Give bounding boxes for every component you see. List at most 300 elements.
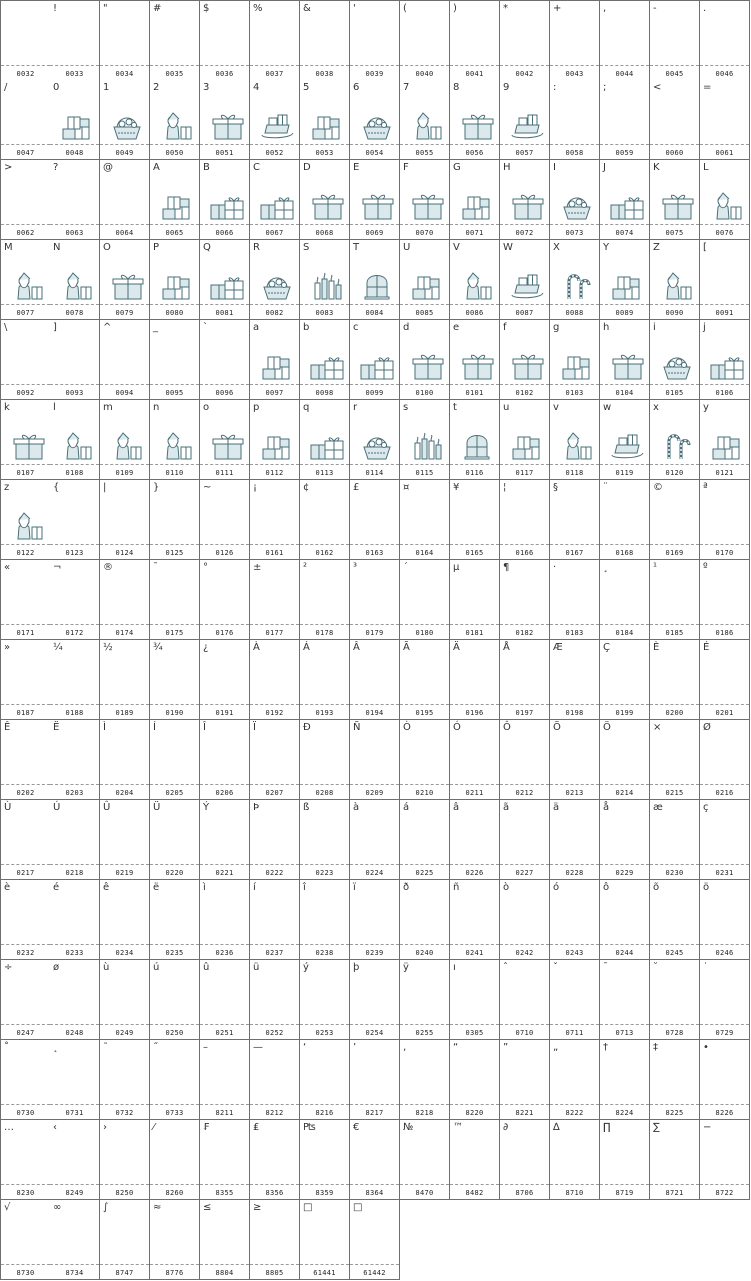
glyph-character: ‘	[303, 1042, 307, 1053]
glyph-code: 0161	[265, 549, 284, 557]
glyph-cell	[400, 160, 450, 240]
glyph-code: 0087	[515, 309, 534, 317]
glyph-cell	[200, 1200, 250, 1280]
glyph-character: 1	[103, 82, 110, 93]
glyph-cell	[200, 480, 250, 560]
glyph-code: 0084	[365, 309, 384, 317]
baseline-divider	[450, 1024, 499, 1025]
glyph-cell	[300, 720, 350, 800]
glyph-character: ₣	[203, 1122, 210, 1133]
baseline-divider	[200, 1024, 249, 1025]
baseline-divider	[550, 864, 599, 865]
glyph-cell	[350, 320, 400, 400]
glyph-code: 0217	[16, 869, 35, 877]
santa-gifts-icon	[10, 271, 46, 301]
glyph-code: 0228	[565, 869, 584, 877]
santa-gifts-icon	[109, 431, 145, 461]
baseline-divider	[1, 304, 50, 305]
glyph-character: “	[453, 1042, 459, 1053]
glyph-code: 0184	[615, 629, 634, 637]
glyph-cell	[250, 160, 300, 240]
glyph-code: 61441	[313, 1269, 336, 1277]
glyph-cell	[100, 880, 150, 960]
baseline-divider	[400, 1024, 449, 1025]
baseline-divider	[50, 304, 99, 305]
glyph-code: 61442	[363, 1269, 386, 1277]
santa-gifts-icon	[10, 511, 46, 541]
baseline-divider	[100, 1104, 149, 1105]
glyph-code: 0213	[565, 789, 584, 797]
baseline-divider	[650, 944, 699, 945]
glyph-character: ²	[303, 562, 308, 573]
glyph-code: 0163	[365, 549, 384, 557]
glyph-cell	[350, 640, 400, 720]
glyph-cell	[100, 160, 150, 240]
glyph-code: 0166	[515, 549, 534, 557]
glyph-code: 0117	[515, 469, 534, 477]
baseline-divider	[250, 1024, 299, 1025]
glyph-code: 0060	[665, 149, 684, 157]
glyph-cell	[550, 320, 600, 400]
glyph-character: Ë	[53, 722, 60, 733]
glyph-code: 8355	[215, 1189, 234, 1197]
glyph-cell	[550, 400, 600, 480]
glyph-character: □	[353, 1202, 363, 1213]
glyph-cell	[200, 1120, 250, 1200]
baseline-divider	[450, 1184, 499, 1185]
glyph-code: 8356	[265, 1189, 284, 1197]
glyph-cell	[600, 800, 650, 880]
glyph-character: ™	[453, 1122, 463, 1133]
glyph-cell	[300, 1040, 350, 1120]
glyph-character: t	[453, 402, 457, 413]
glyph-character: ¢	[303, 482, 310, 493]
glyph-character: q	[303, 402, 310, 413]
glyph-code: 0105	[665, 389, 684, 397]
glyph-cell	[500, 800, 550, 880]
glyph-character: )	[453, 3, 457, 14]
baseline-divider	[400, 464, 449, 465]
baseline-divider	[50, 864, 99, 865]
glyph-code: 0118	[565, 469, 584, 477]
glyph-code: 0035	[165, 70, 184, 78]
glyph-cell	[700, 480, 750, 560]
glyph-cell	[550, 1040, 600, 1120]
glyph-character: …	[4, 1122, 14, 1133]
glyph-character: õ	[653, 882, 660, 893]
glyph-cell	[650, 80, 700, 160]
glyph-code: 0091	[715, 309, 734, 317]
baseline-divider	[350, 1104, 399, 1105]
glyph-character: ¯	[153, 562, 158, 573]
glyph-cell	[300, 320, 350, 400]
glyph-cell	[300, 480, 350, 560]
baseline-divider	[650, 65, 699, 66]
glyph-cell	[600, 1040, 650, 1120]
gift-pile-icon	[709, 431, 745, 461]
glyph-character: y	[703, 402, 709, 413]
glyph-character: „	[553, 1042, 559, 1053]
glyph-cell	[300, 960, 350, 1040]
glyph-cell	[450, 640, 500, 720]
glyph-code: 0210	[415, 789, 434, 797]
glyph-cell	[700, 1120, 750, 1200]
gift-boxes-icon	[359, 351, 395, 381]
gift-box-icon	[509, 191, 545, 221]
glyph-character: ∂	[503, 1122, 509, 1133]
glyph-cell	[300, 880, 350, 960]
glyph-code: 0254	[365, 1029, 384, 1037]
glyph-character: {	[53, 482, 60, 493]
sleigh-gifts-icon	[509, 271, 545, 301]
glyph-character: =	[703, 82, 712, 93]
glyph-code: 0093	[65, 389, 84, 397]
baseline-divider	[450, 1104, 499, 1105]
candy-cane-icon	[559, 271, 595, 301]
baseline-divider	[700, 1184, 749, 1185]
glyph-code: 0733	[165, 1109, 184, 1117]
glyph-cell	[600, 960, 650, 1040]
glyph-code: 0305	[465, 1029, 484, 1037]
baseline-divider	[450, 304, 499, 305]
baseline-divider	[550, 1024, 599, 1025]
baseline-divider	[450, 544, 499, 545]
glyph-character: Y	[603, 242, 610, 253]
glyph-character: G	[453, 162, 461, 173]
glyph-cell	[450, 1040, 500, 1120]
glyph-cell	[550, 880, 600, 960]
glyph-character: ÿ	[403, 962, 409, 973]
glyph-cell	[700, 960, 750, 1040]
baseline-divider	[300, 464, 349, 465]
gift-box-icon	[459, 351, 495, 381]
baseline-divider	[300, 864, 349, 865]
baseline-divider	[700, 784, 749, 785]
glyph-cell	[50, 1040, 100, 1120]
glyph-cell	[650, 640, 700, 720]
baseline-divider	[250, 624, 299, 625]
baseline-divider	[350, 464, 399, 465]
glyph-character: ñ	[453, 882, 460, 893]
glyph-cell	[150, 400, 200, 480]
glyph-cell	[200, 560, 250, 640]
baseline-divider	[700, 65, 749, 66]
glyph-cell	[400, 800, 450, 880]
glyph-cell	[150, 480, 200, 560]
glyph-cell	[0, 960, 51, 1040]
baseline-divider	[200, 384, 249, 385]
gift-pile-icon	[509, 431, 545, 461]
glyph-character: û	[203, 962, 210, 973]
glyph-code: 0181	[465, 629, 484, 637]
glyph-code: 0114	[365, 469, 384, 477]
glyph-character: z	[4, 482, 10, 493]
glyph-character: þ	[353, 962, 360, 973]
glyph-code: 8710	[565, 1189, 584, 1197]
glyph-character: ¼	[53, 642, 63, 653]
glyph-character: √	[4, 1202, 11, 1213]
glyph-cell	[450, 720, 500, 800]
baseline-divider	[550, 144, 599, 145]
glyph-character: ý	[303, 962, 309, 973]
baseline-divider	[650, 464, 699, 465]
glyph-cell	[500, 960, 550, 1040]
glyph-cell	[50, 640, 100, 720]
glyph-cell	[600, 560, 650, 640]
glyph-cell	[650, 320, 700, 400]
baseline-divider	[650, 1184, 699, 1185]
glyph-code: 0036	[215, 70, 234, 78]
glyph-cell	[400, 240, 450, 320]
glyph-code: 0057	[515, 149, 534, 157]
baseline-divider	[50, 1184, 99, 1185]
baseline-divider	[1, 1264, 50, 1265]
baseline-divider	[700, 944, 749, 945]
glyph-character: Ï	[253, 722, 256, 733]
glyph-cell	[0, 560, 51, 640]
glyph-code: 0110	[165, 469, 184, 477]
glyph-cell	[700, 160, 750, 240]
baseline-divider	[650, 224, 699, 225]
glyph-code: 0728	[665, 1029, 684, 1037]
baseline-divider	[300, 1264, 349, 1265]
baseline-divider	[300, 1024, 349, 1025]
glyph-character: k	[4, 402, 10, 413]
glyph-cell	[550, 0, 600, 81]
glyph-character: I	[553, 162, 556, 173]
glyph-character: ‚	[403, 1042, 407, 1053]
glyph-cell	[600, 400, 650, 480]
glyph-cell	[100, 640, 150, 720]
baseline-divider	[700, 624, 749, 625]
baseline-divider	[250, 1184, 299, 1185]
glyph-character: Ä	[453, 642, 460, 653]
baseline-divider	[150, 784, 199, 785]
glyph-code: 0115	[415, 469, 434, 477]
baseline-divider	[350, 624, 399, 625]
glyph-cell	[150, 80, 200, 160]
glyph-code: 0710	[515, 1029, 534, 1037]
glyph-code: 8805	[265, 1269, 284, 1277]
baseline-divider	[1, 1024, 50, 1025]
glyph-code: 0241	[465, 949, 484, 957]
glyph-cell	[500, 1040, 550, 1120]
glyph-code: 8721	[665, 1189, 684, 1197]
glyph-character: ¤	[403, 482, 410, 493]
glyph-character: ë	[153, 882, 160, 893]
baseline-divider	[300, 704, 349, 705]
glyph-character: ö	[703, 882, 710, 893]
glyph-character: □	[303, 1202, 313, 1213]
baseline-divider	[650, 704, 699, 705]
glyph-cell	[600, 1120, 650, 1200]
baseline-divider	[50, 544, 99, 545]
baseline-divider	[250, 144, 299, 145]
candy-cane-icon	[659, 431, 695, 461]
glyph-cell	[100, 560, 150, 640]
gift-pile-icon	[59, 111, 95, 141]
glyph-cell	[50, 80, 100, 160]
baseline-divider	[550, 224, 599, 225]
glyph-code: 0077	[16, 309, 35, 317]
glyph-cell	[0, 400, 51, 480]
glyph-character: x	[653, 402, 659, 413]
glyph-cell	[50, 0, 100, 81]
baseline-divider	[50, 1264, 99, 1265]
baseline-divider	[50, 384, 99, 385]
glyph-code: 0171	[16, 629, 35, 637]
baseline-divider	[200, 864, 249, 865]
baseline-divider	[700, 544, 749, 545]
glyph-character: p	[253, 402, 260, 413]
glyph-character: æ	[653, 802, 663, 813]
glyph-code: 0175	[165, 629, 184, 637]
glyph-cell	[550, 240, 600, 320]
glyph-cell	[150, 560, 200, 640]
glyph-code: 0223	[315, 869, 334, 877]
glyph-cell	[250, 320, 300, 400]
glyph-code: 0052	[265, 149, 284, 157]
window-icon	[459, 431, 495, 461]
glyph-cell	[700, 720, 750, 800]
baseline-divider	[550, 1184, 599, 1185]
glyph-code: 0252	[265, 1029, 284, 1037]
baseline-divider	[650, 144, 699, 145]
baseline-divider	[600, 944, 649, 945]
glyph-character: \	[4, 322, 8, 333]
glyph-code: 8706	[515, 1189, 534, 1197]
glyph-character: %	[253, 3, 263, 14]
baseline-divider	[300, 384, 349, 385]
glyph-code: 0212	[515, 789, 534, 797]
glyph-character: ï	[353, 882, 356, 893]
baseline-divider	[1, 624, 50, 625]
glyph-character: ”	[503, 1042, 509, 1053]
glyph-character: ¬	[53, 562, 62, 573]
glyph-cell	[0, 0, 51, 81]
glyph-character: (	[403, 3, 407, 14]
glyph-code: 0054	[365, 149, 384, 157]
glyph-cell	[200, 80, 250, 160]
glyph-cell	[250, 400, 300, 480]
glyph-cell	[350, 1040, 400, 1120]
glyph-character: ù	[103, 962, 110, 973]
glyph-cell	[450, 560, 500, 640]
glyph-cell	[250, 1200, 300, 1280]
gift-boxes-icon	[209, 271, 245, 301]
glyph-cell	[100, 800, 150, 880]
glyph-code: 0174	[115, 629, 134, 637]
glyph-code: 0073	[565, 229, 584, 237]
glyph-character: Ú	[53, 802, 61, 813]
baseline-divider	[550, 704, 599, 705]
glyph-cell	[650, 1040, 700, 1120]
baseline-divider	[700, 864, 749, 865]
baseline-divider	[100, 784, 149, 785]
glyph-code: 8211	[215, 1109, 234, 1117]
glyph-code: 0055	[415, 149, 434, 157]
glyph-cell	[200, 1040, 250, 1120]
glyph-character: Î	[203, 722, 206, 733]
glyph-code: 8364	[365, 1189, 384, 1197]
santa-gifts-icon	[159, 111, 195, 141]
baseline-divider	[400, 944, 449, 945]
glyph-code: 0231	[715, 869, 734, 877]
baseline-divider	[50, 1024, 99, 1025]
baseline-divider	[100, 1184, 149, 1185]
glyph-code: 0204	[115, 789, 134, 797]
gift-basket-icon	[559, 191, 595, 221]
glyph-code: 0211	[465, 789, 484, 797]
glyph-code: 8230	[16, 1189, 35, 1197]
glyph-cell	[300, 640, 350, 720]
glyph-code: 0061	[715, 149, 734, 157]
glyph-character: S	[303, 242, 310, 253]
glyph-cell	[500, 160, 550, 240]
glyph-cell	[450, 160, 500, 240]
glyph-cell	[350, 400, 400, 480]
baseline-divider	[100, 864, 149, 865]
glyph-code: 0186	[715, 629, 734, 637]
baseline-divider	[500, 624, 549, 625]
glyph-character: ±	[253, 562, 262, 573]
gift-pile-icon	[309, 111, 345, 141]
glyph-code: 0065	[165, 229, 184, 237]
glyph-code: 0074	[615, 229, 634, 237]
glyph-character: +	[553, 3, 562, 14]
glyph-code: 0085	[415, 309, 434, 317]
glyph-cell	[150, 320, 200, 400]
glyph-code: 0235	[165, 949, 184, 957]
glyph-code: 0094	[115, 389, 134, 397]
glyph-code: 0049	[115, 149, 134, 157]
baseline-divider	[250, 544, 299, 545]
gift-boxes-icon	[209, 191, 245, 221]
baseline-divider	[100, 624, 149, 625]
baseline-divider	[650, 864, 699, 865]
glyph-character: è	[4, 882, 11, 893]
glyph-cell	[400, 1040, 450, 1120]
glyph-code: 0183	[565, 629, 584, 637]
glyph-code: 8224	[615, 1109, 634, 1117]
baseline-divider	[200, 1264, 249, 1265]
baseline-divider	[100, 224, 149, 225]
glyph-cell	[600, 240, 650, 320]
glyph-character: Z	[653, 242, 660, 253]
glyph-code: 0237	[265, 949, 284, 957]
glyph-character: C	[253, 162, 260, 173]
glyph-cell	[0, 800, 51, 880]
glyph-character: Ô	[503, 722, 511, 733]
glyph-cell	[250, 800, 300, 880]
baseline-divider	[1, 784, 50, 785]
glyph-code: 0250	[165, 1029, 184, 1037]
baseline-divider	[450, 464, 499, 465]
baseline-divider	[1, 144, 50, 145]
glyph-cell	[200, 720, 250, 800]
baseline-divider	[550, 1104, 599, 1105]
glyph-character: í	[253, 882, 256, 893]
santa-gifts-icon	[59, 271, 95, 301]
glyph-cell	[600, 0, 650, 81]
glyph-code: 8747	[115, 1269, 134, 1277]
glyph-code: 0201	[715, 709, 734, 717]
glyph-cell	[450, 960, 500, 1040]
glyph-cell	[600, 640, 650, 720]
glyph-character: Ì	[103, 722, 106, 733]
glyph-character: _	[153, 322, 158, 333]
glyph-character: Å	[503, 642, 510, 653]
